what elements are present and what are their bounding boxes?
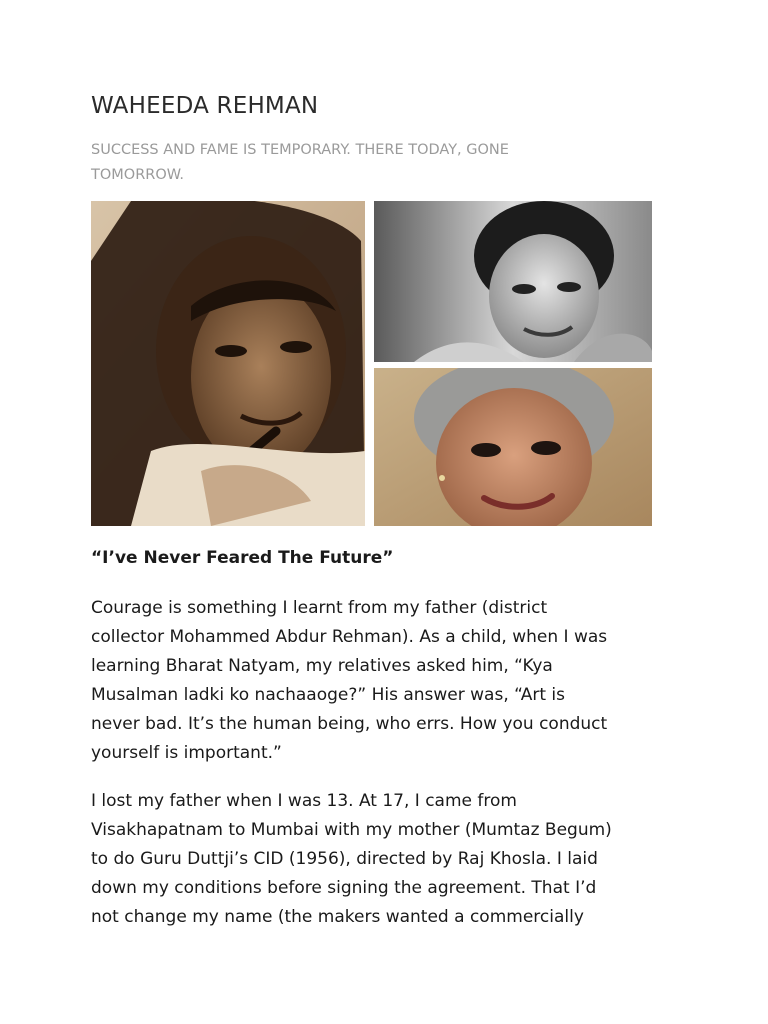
paragraph-2 — [91, 787, 691, 932]
paragraph-line: yourself is important.” — [91, 743, 282, 763]
portrait-photo-color — [374, 368, 652, 526]
photo-collage — [91, 201, 652, 526]
article-title: WAHEEDA REHMAN — [91, 93, 319, 119]
paragraph-1 — [91, 594, 691, 768]
portrait-photo-vintage — [91, 201, 365, 526]
paragraph-line: Courage is something I learnt from my father (district — [91, 598, 548, 618]
paragraph-line: collector Mohammed Abdur Rehman). As a child, when I was — [91, 627, 608, 647]
paragraph-line: Visakhapatnam to Mumbai with my mother (Mumtaz Begum) — [91, 820, 612, 840]
paragraph-line: never bad. It’s the human being, who errs. How you conduct — [91, 714, 608, 734]
paragraph-line: I lost my father when I was 13. At 17, I came from — [91, 791, 517, 811]
article-subtitle: SUCCESS AND FAME IS TEMPORARY. THERE TODAY, GONE TOMORROW. — [91, 142, 509, 183]
paragraph-line: learning Bharat Natyam, my relatives asked him, “Kya — [91, 656, 553, 676]
paragraph-line: down my conditions before signing the agreement. That I’d — [91, 878, 597, 898]
paragraph-line: to do Guru Duttji’s CID (1956), directed by Raj Khosla. I laid — [91, 849, 598, 869]
paragraph-line: Musalman ladki ko nachaaoge?” His answer was, “Art is — [91, 685, 566, 705]
portrait-photo-bw — [374, 201, 652, 362]
section-heading: “I’ve Never Feared The Future” — [91, 548, 394, 568]
paragraph-line: not change my name (the makers wanted a commercially — [91, 907, 584, 927]
